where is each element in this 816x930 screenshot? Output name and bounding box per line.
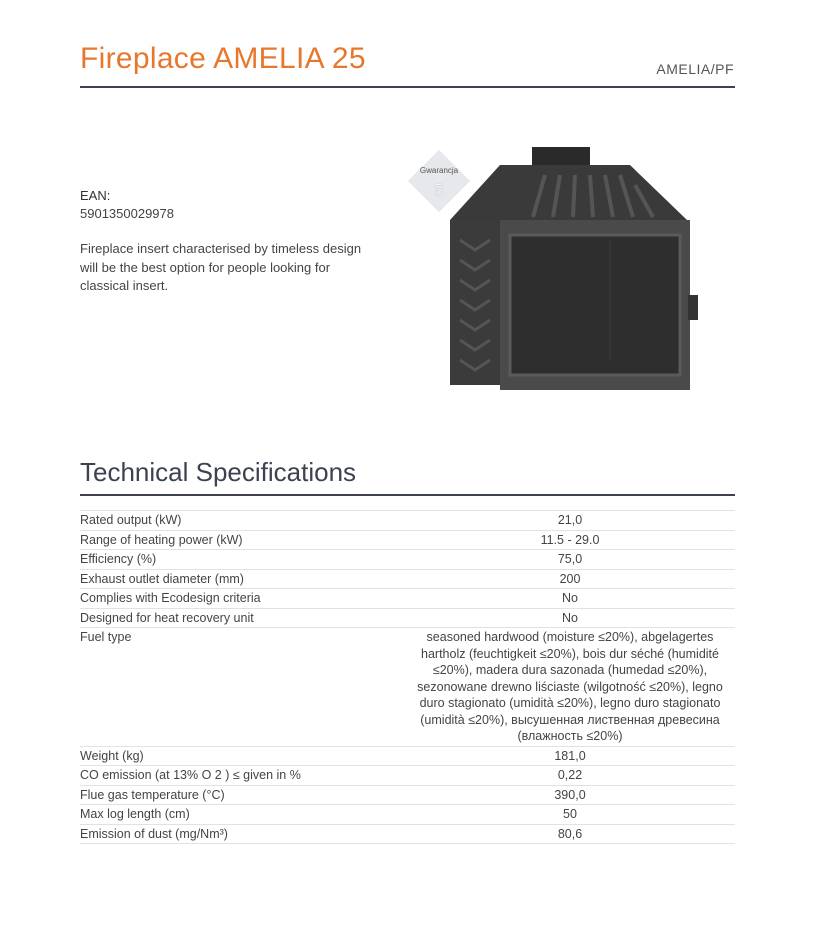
specs-title: Technical Specifications [80,457,357,487]
table-row [80,785,735,805]
table-row [80,569,735,589]
spec-value: 50 [405,805,735,825]
spec-label: Designed for heat recovery unit [80,608,405,628]
spec-value: seasoned hardwood (moisture ≤20%), abgelagertes hartholz (feuchtigkeit ≤20%), bois dur séché (humidité ≤20%), madera dura sazonada (humedad ≤20%), sezonowane drewno liściaste (wilgotność ≤20%), legno duro stagionato (umidità ≤20%), legno duro stagionato (umidità ≤20%), высушенная лиственная древесина (влажность ≤20%) [405,628,735,747]
table-row [80,766,735,786]
spec-value: No [405,589,735,609]
page-title: Fireplace AMELIA 25 [80,42,366,75]
spec-value: 75,0 [405,550,735,570]
table-row [80,824,735,844]
table-row [80,589,735,609]
table-row [80,746,735,766]
spec-value: 200 [405,569,735,589]
product-code: AMELIA/PF [656,61,734,77]
ean-label: EAN: [80,188,111,203]
spec-label: CO emission (at 13% O 2 ) ≤ given in % [80,766,405,786]
specs-table [80,510,735,844]
table-row [80,511,735,531]
spec-label: Efficiency (%) [80,550,405,570]
spec-label: Fuel type [80,628,405,747]
spec-value: 21,0 [405,511,735,531]
spec-value: No [405,608,735,628]
spec-label: Weight (kg) [80,746,405,766]
warranty-label: Gwarancja [419,166,459,175]
warranty-years: 5 [433,181,445,201]
spec-value: 0,22 [405,766,735,786]
spec-label: Exhaust outlet diameter (mm) [80,569,405,589]
table-row [80,530,735,550]
table-row [80,608,735,628]
spec-value: 11.5 - 29.0 [405,530,735,550]
spec-label: Complies with Ecodesign criteria [80,589,405,609]
table-row [80,805,735,825]
product-description: Fireplace insert characterised by timeless design will be the best option for people looking for classical insert. [80,241,362,293]
header-divider [80,86,735,88]
table-row [80,550,735,570]
spec-label: Emission of dust (mg/Nm³) [80,824,405,844]
table-row [80,628,735,747]
spec-value: 80,6 [405,824,735,844]
specs-divider [80,494,735,496]
spec-value: 181,0 [405,746,735,766]
spec-label: Max log length (cm) [80,805,405,825]
spec-label: Flue gas temperature (°C) [80,785,405,805]
product-image [405,145,700,395]
warranty-badge [408,150,470,212]
spec-label: Range of heating power (kW) [80,530,405,550]
spec-label: Rated output (kW) [80,511,405,531]
ean-value: 5901350029978 [80,206,174,221]
spec-value: 390,0 [405,785,735,805]
